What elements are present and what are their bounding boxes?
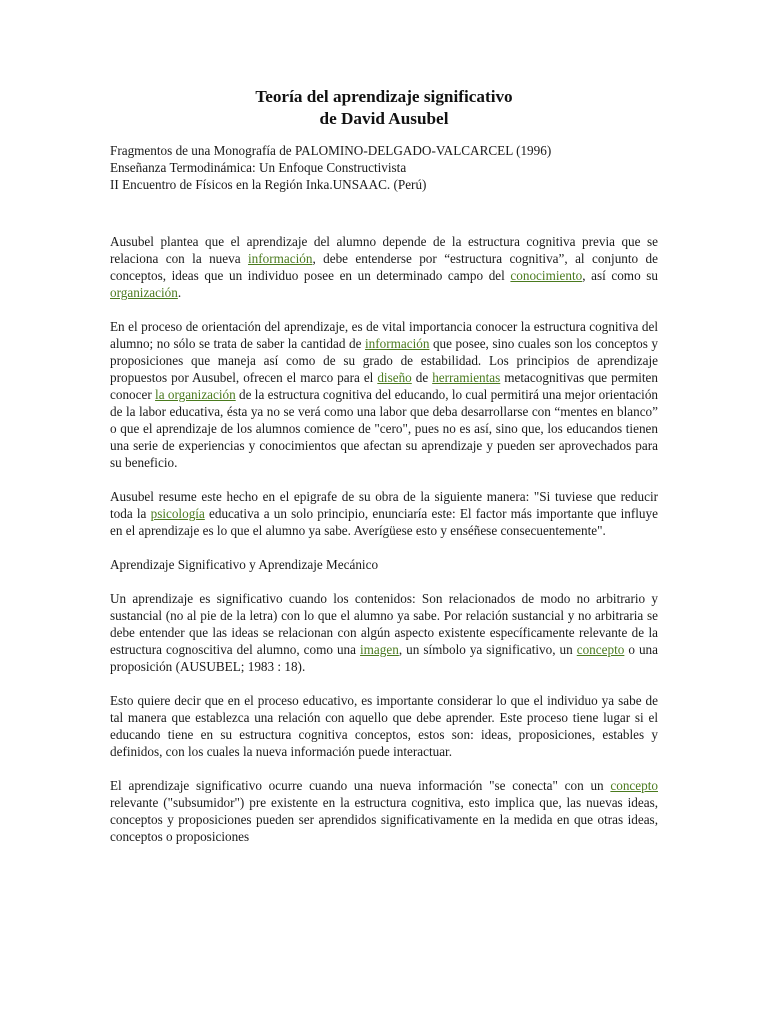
source-line-3: II Encuentro de Físicos en la Región Inka.UNSAAC. (Perú) xyxy=(110,177,427,192)
paragraph-text: , un símbolo ya significativo, un xyxy=(398,642,577,657)
paragraph-5 xyxy=(110,692,658,760)
link-concepto[interactable]: concepto xyxy=(576,642,625,657)
paragraph-text: El aprendizaje significativo ocurre cuando una nueva información "se conecta" con un xyxy=(110,778,611,793)
paragraph-4 xyxy=(110,590,658,675)
title-line-2: de David Ausubel xyxy=(319,109,449,128)
link-conocimiento[interactable]: conocimiento xyxy=(510,268,583,283)
paragraph-text: Ausubel resume este hecho en el epigrafe de su obra de la siguiente manera: "Si tuviese que reducir toda la xyxy=(110,489,658,521)
paragraph-text: metacognitivas que permiten conocer xyxy=(110,370,658,402)
link-informacion[interactable]: información xyxy=(247,251,313,266)
paragraph-text: o una proposición (AUSUBEL; 1983 : 18). xyxy=(110,642,658,674)
paragraph-text: En el proceso de orientación del aprendizaje, es de vital importancia conocer la estructura cognitiva del alumno; no sólo se trata de saber la cantidad de xyxy=(110,319,658,351)
paragraph-text: , así como su xyxy=(582,268,658,283)
source-line-2: Enseñanza Termodinámica: Un Enfoque Constructivista xyxy=(110,160,407,175)
link-informacion[interactable]: información xyxy=(364,336,430,351)
paragraph-text: de xyxy=(411,370,433,385)
paragraph-text: . xyxy=(177,285,182,300)
paragraph-6 xyxy=(110,777,658,845)
link-imagen[interactable]: imagen xyxy=(360,642,399,657)
paragraph-text: , debe entenderse por “estructura cognitiva”, al conjunto de conceptos, ideas que un individuo posee en un determinado campo del xyxy=(110,251,658,283)
link-la-organizacion[interactable]: la organización xyxy=(155,387,236,402)
source-citation xyxy=(110,142,658,193)
link-herramientas[interactable]: herramientas xyxy=(432,370,501,385)
paragraph-text: educativa a un solo principio, enunciaría este: El factor más importante que influye en el aprendizaje es lo que el alumno ya sabe. Averígüese esto y enséñese consecuentemente". xyxy=(110,506,658,538)
link-psicologia[interactable]: psicología xyxy=(150,506,205,521)
paragraph-text: Un aprendizaje es significativo cuando los contenidos: Son relacionados de modo no arbitrario y sustancial (no al pie de la letra) con lo que el alumno ya sabe. Por relación sustancial y no arbitraria se debe entender que las ideas se relacionan con algún aspecto existente específicamente relevante de la estructura cognoscitiva del alumno, como una xyxy=(110,591,658,657)
document-title xyxy=(110,86,658,130)
link-diseno[interactable]: diseño xyxy=(377,370,412,385)
title-line-1: Teoría del aprendizaje significativo xyxy=(255,87,513,106)
paragraph-text: que posee, sino cuales son los conceptos y proposiciones que maneja así como de su grado de estabilidad. Los principios de aprendizaje propuestos por Ausubel, ofrecen el marco para el xyxy=(110,336,658,385)
paragraph-text: Ausubel plantea que el aprendizaje del alumno depende de la estructura cognitiva previa que se relaciona con la nueva xyxy=(110,234,658,266)
paragraph-text: relevante ("subsumidor") pre existente en la estructura cognitiva, esto implica que, las nuevas ideas, conceptos y proposiciones pueden ser aprendidos significativamente en la medida en que otras ideas, conceptos o proposiciones xyxy=(110,795,658,844)
section-heading: Aprendizaje Significativo y Aprendizaje Mecánico xyxy=(110,557,379,572)
paragraph-3 xyxy=(110,488,658,539)
document-page xyxy=(110,86,658,862)
link-concepto[interactable]: concepto xyxy=(610,778,658,793)
paragraph-1 xyxy=(110,233,658,301)
link-organizacion[interactable]: organización xyxy=(110,285,178,300)
paragraph-2 xyxy=(110,318,658,471)
paragraph-text: de la estructura cognitiva del educando, lo cual permitirá una mejor orientación de la labor educativa, ésta ya no se verá como una labor que deba desarrollarse con “mentes en blanco” o que el aprendizaje de los alumnos comience de "cero", pues no es así, sino que, los educandos tienen una serie de experiencias y conocimientos que afectan su aprendizaje y pueden ser aprovechados para su beneficio. xyxy=(110,387,659,470)
source-line-1: Fragmentos de una Monografía de PALOMINO-DELGADO-VALCARCEL (1996) xyxy=(110,143,552,158)
paragraph-text: Esto quiere decir que en el proceso educativo, es importante considerar lo que el individuo ya sabe de tal manera que establezca una relación con aquello que debe aprender. Este proceso tiene lugar si el educando tiene en su estructura cognitiva conceptos, estos son: ideas, proposiciones, estables y definidos, con los cuales la nueva información puede interactuar. xyxy=(110,693,658,759)
